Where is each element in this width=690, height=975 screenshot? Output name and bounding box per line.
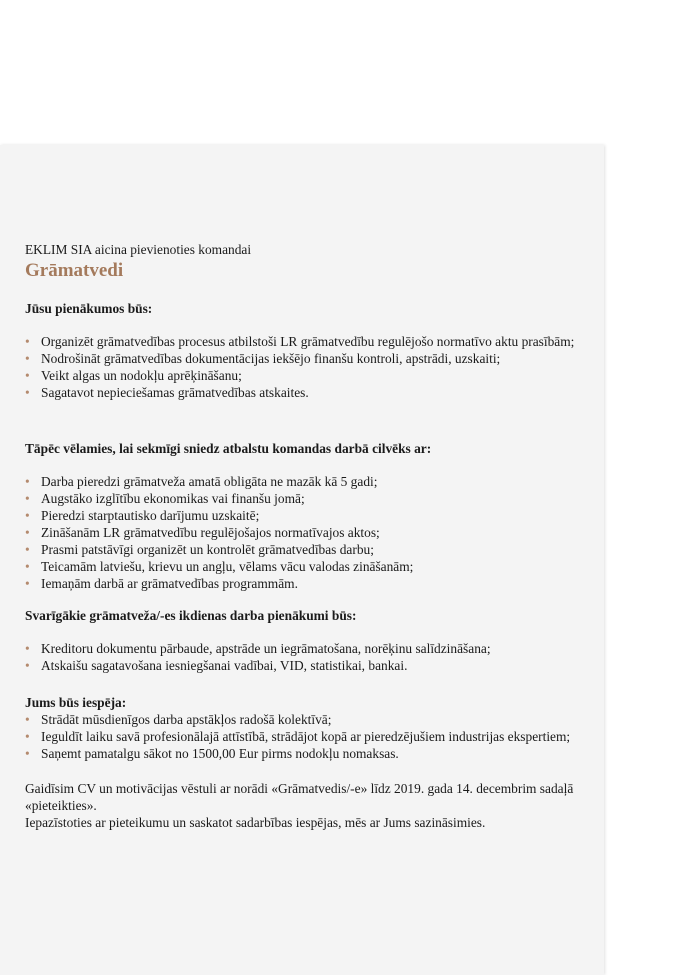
list-item xyxy=(25,473,585,490)
list-item-text: Zināšanām LR grāmatvedību regulējošajos normatīvajos aktos; xyxy=(41,525,380,540)
list-item-text: Prasmi patstāvīgi organizēt un kontrolēt grāmatvedības darbu; xyxy=(41,542,374,557)
requirements-list xyxy=(25,473,585,592)
bullet-icon: • xyxy=(25,542,30,557)
list-item xyxy=(25,745,585,762)
bullet-icon: • xyxy=(25,658,30,673)
closing-text-2: Iepazīstoties ar pieteikumu un saskatot sadarbības iespējas, mēs ar Jums sazināsimies. xyxy=(25,815,486,830)
list-item-text: Nodrošināt grāmatvedības dokumentācijas iekšējo finanšu kontroli, apstrādi, uzskaiti; xyxy=(41,351,501,366)
list-item-text: Saņemt pamatalgu sākot no 1500,00 Eur pirms nodokļu nomaksas. xyxy=(41,746,399,761)
list-item xyxy=(25,575,585,592)
bullet-icon: • xyxy=(25,576,30,591)
daily-heading: Svarīgākie grāmatveža/-es ikdienas darba pienākumi būs: xyxy=(25,608,357,623)
list-item-text: Iemaņām darbā ar grāmatvedības programmām. xyxy=(41,576,298,591)
bullet-icon: • xyxy=(25,334,30,349)
job-title: Grāmatvedi xyxy=(25,260,124,281)
bullet-icon: • xyxy=(25,368,30,383)
closing-text-1: Gaidīsim CV un motivācijas vēstuli ar norādi «Grāmatvedis/-e» līdz 2019. gada 14. decembrim sadaļā «pieteikties». xyxy=(25,781,574,813)
list-item-text: Ieguldīt laiku savā profesionālajā attīstībā, strādājot kopā ar pieredzējušiem industrijas ekspertiem; xyxy=(41,729,571,744)
list-item xyxy=(25,728,585,745)
list-item-text: Teicamām latviešu, krievu un angļu, vēlams vācu valodas zināšanām; xyxy=(41,559,414,574)
list-item-text: Kreditoru dokumentu pārbaude, apstrāde un iegrāmatošana, norēķinu salīdzināšana; xyxy=(41,641,491,656)
list-item-text: Veikt algas un nodokļu aprēķināšanu; xyxy=(41,368,242,383)
bullet-icon: • xyxy=(25,351,30,366)
list-item xyxy=(25,507,585,524)
list-item-text: Augstāko izglītību ekonomikas vai finanšu jomā; xyxy=(41,491,305,506)
bullet-icon: • xyxy=(25,385,30,400)
list-item xyxy=(25,350,585,367)
list-item-text: Strādāt mūsdienīgos darba apstākļos radošā kolektīvā; xyxy=(41,712,332,727)
list-item xyxy=(25,541,585,558)
list-item xyxy=(25,524,585,541)
daily-list xyxy=(25,640,585,674)
list-item xyxy=(25,711,585,728)
bullet-icon: • xyxy=(25,491,30,506)
job-ad xyxy=(25,241,585,831)
list-item xyxy=(25,640,585,657)
list-item-text: Atskaišu sagatavošana iesniegšanai vadībai, VID, statistikai, bankai. xyxy=(41,658,408,673)
list-item xyxy=(25,490,585,507)
list-item xyxy=(25,558,585,575)
list-item xyxy=(25,333,585,350)
requirements-heading: Tāpēc vēlamies, lai sekmīgi sniedz atbalstu komandas darbā cilvēks ar: xyxy=(25,441,432,456)
bullet-icon: • xyxy=(25,641,30,656)
list-item-text: Darba pieredzi grāmatveža amatā obligāta ne mazāk kā 5 gadi; xyxy=(41,474,378,489)
duties-heading: Jūsu pienākumos būs: xyxy=(25,301,153,316)
bullet-icon: • xyxy=(25,729,30,744)
bullet-icon: • xyxy=(25,508,30,523)
intro-text: EKLIM SIA aicina pievienoties komandai xyxy=(25,242,252,257)
list-item xyxy=(25,384,585,401)
list-item-text: Pieredzi starptautisko darījumu uzskaitē; xyxy=(41,508,260,523)
bullet-icon: • xyxy=(25,746,30,761)
bullet-icon: • xyxy=(25,559,30,574)
offer-heading: Jums būs iespēja: xyxy=(25,695,127,710)
bullet-icon: • xyxy=(25,525,30,540)
bullet-icon: • xyxy=(25,474,30,489)
list-item xyxy=(25,367,585,384)
offer-list xyxy=(25,711,585,762)
list-item xyxy=(25,657,585,674)
bullet-icon: • xyxy=(25,712,30,727)
list-item-text: Sagatavot nepieciešamas grāmatvedības atskaites. xyxy=(41,385,309,400)
list-item-text: Organizēt grāmatvedības procesus atbilstoši LR grāmatvedību regulējošo normatīvo aktu prasībām; xyxy=(41,334,575,349)
duties-list xyxy=(25,333,585,401)
